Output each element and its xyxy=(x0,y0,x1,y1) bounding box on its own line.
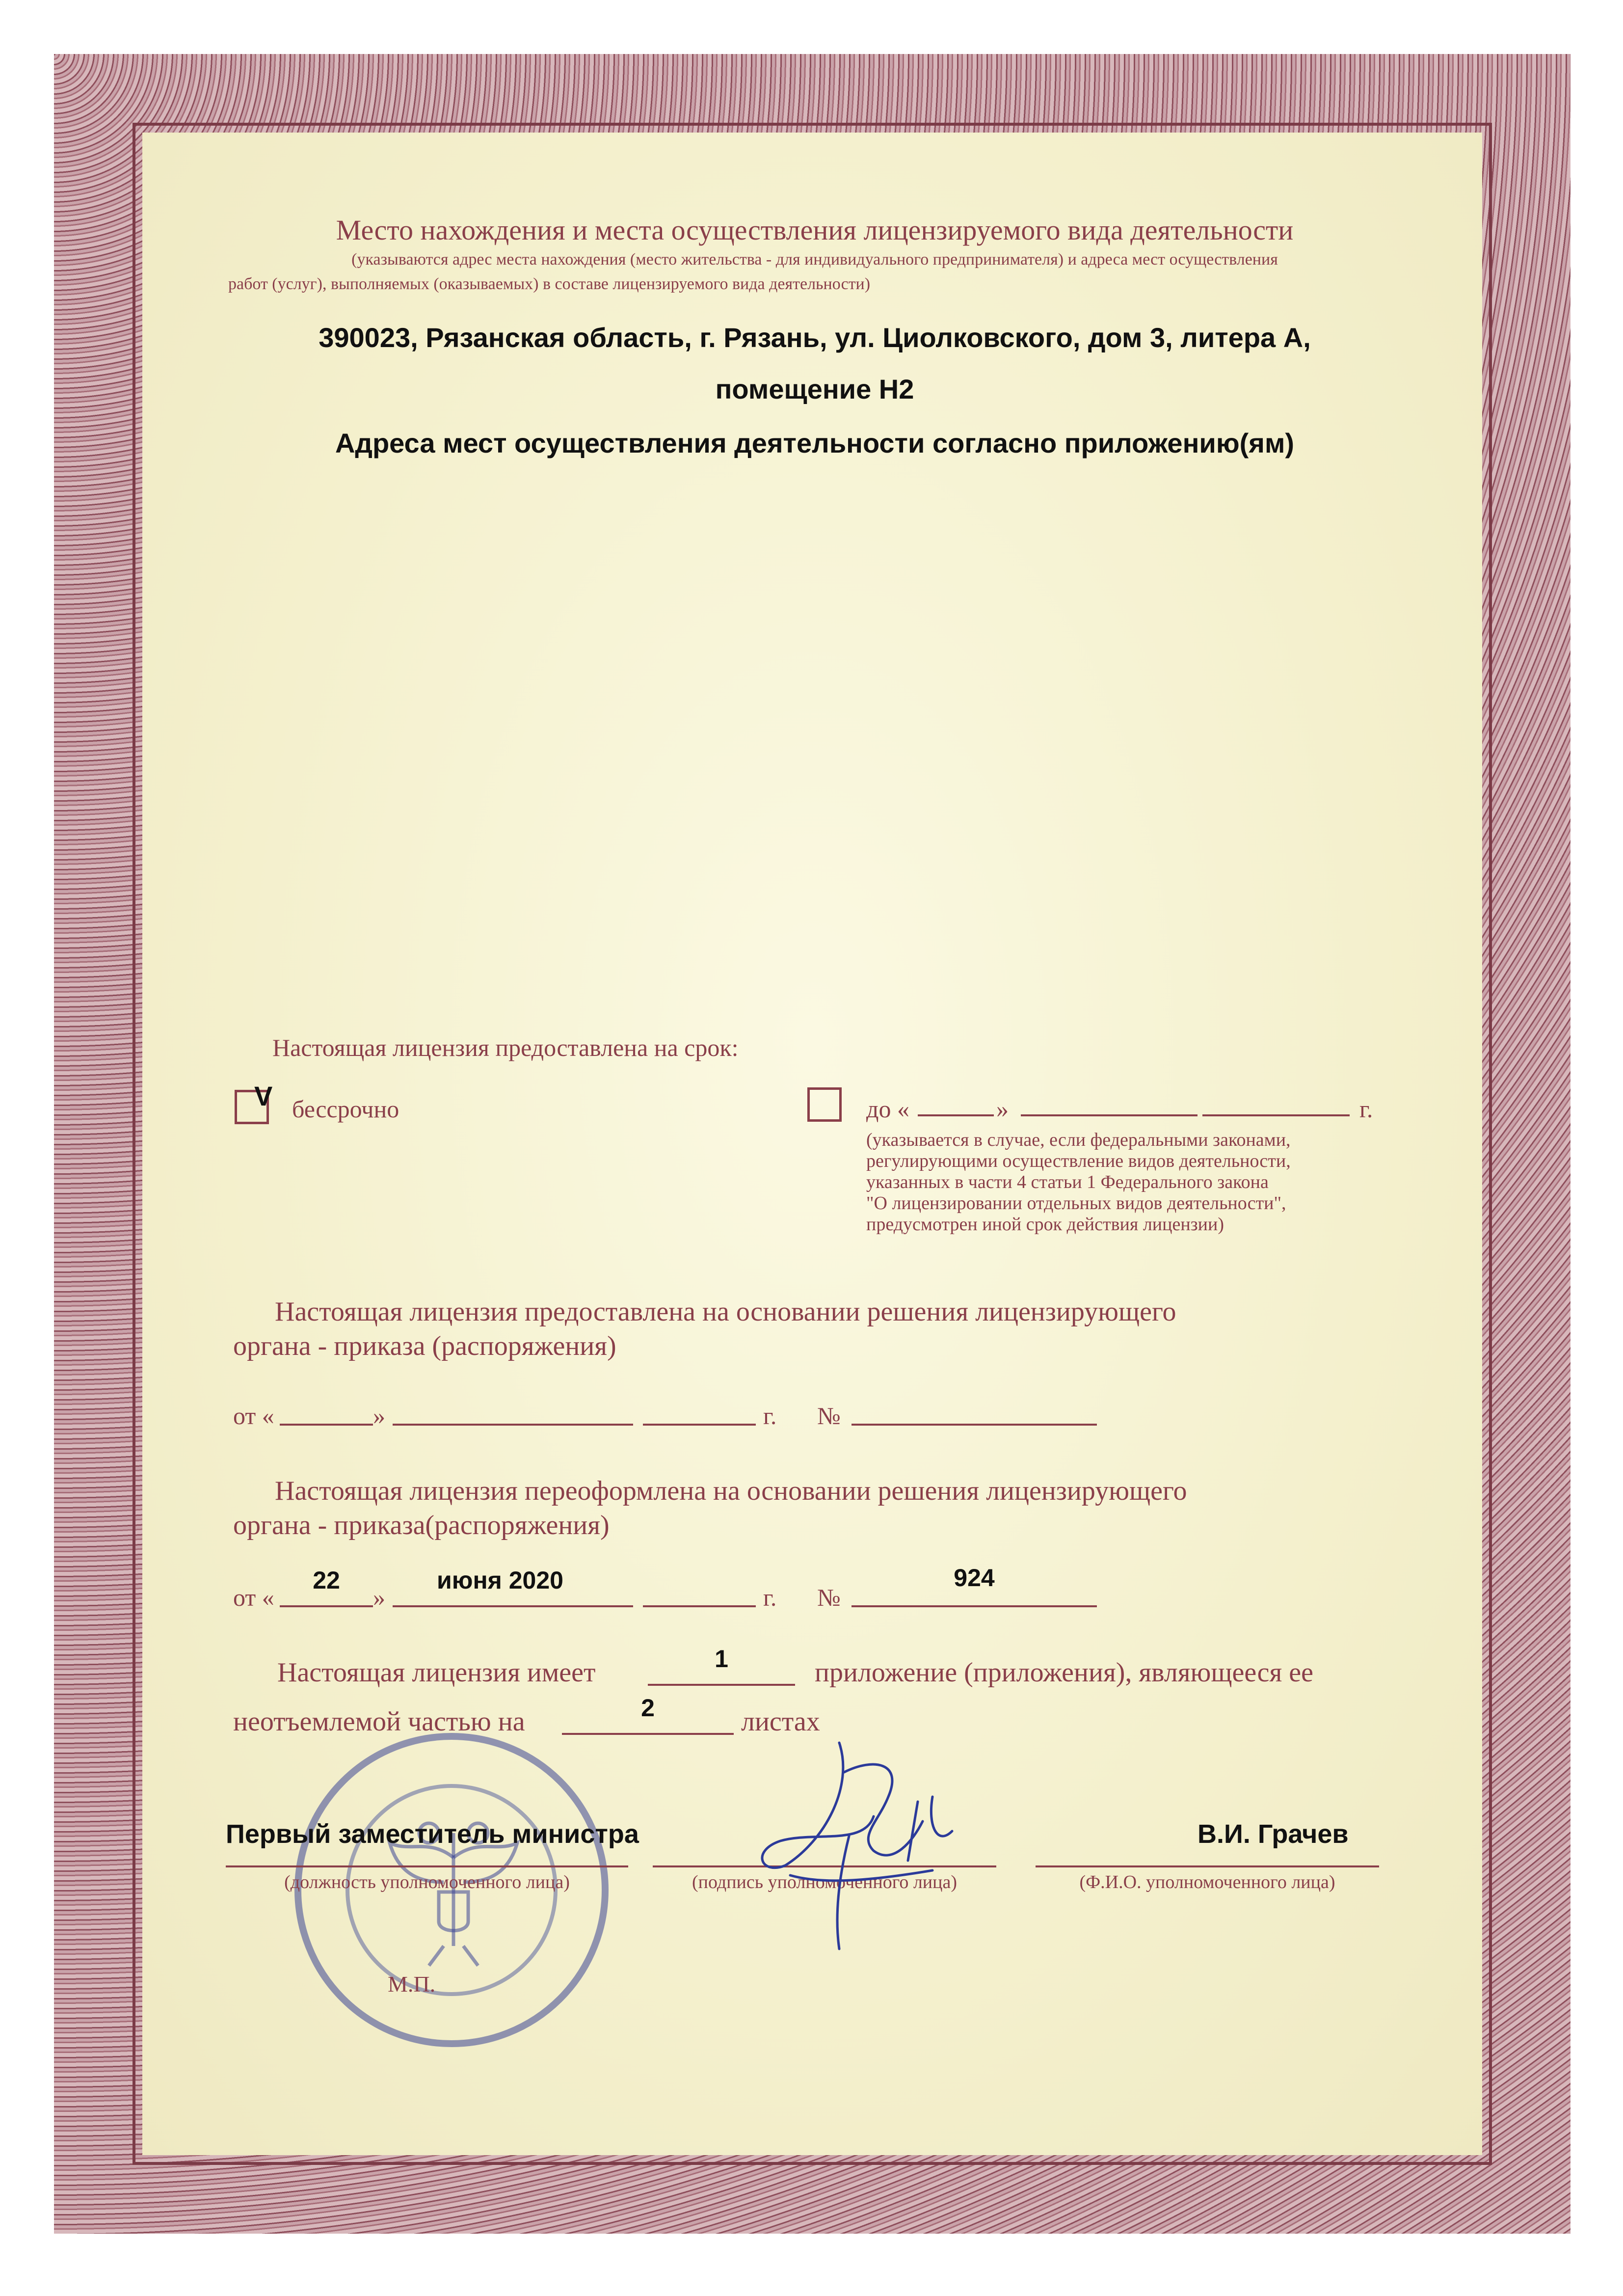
basis-number-line xyxy=(851,1424,1097,1426)
signature-caption: (подпись уполномоченного лица) xyxy=(692,1872,957,1892)
unlimited-label: бессрочно xyxy=(292,1095,399,1123)
sheets-count-line xyxy=(562,1733,734,1735)
basis-year-suffix: г. xyxy=(763,1402,777,1430)
position-line xyxy=(226,1865,628,1867)
basis-number-sign: № xyxy=(817,1402,841,1430)
sheets-suffix: листах xyxy=(741,1706,820,1737)
appendix-count-line xyxy=(648,1684,795,1686)
term-note-3: указанных в части 4 статьи 1 Федерального закона xyxy=(866,1172,1269,1192)
reissue-year-suffix: г. xyxy=(763,1584,777,1611)
basis-from-prefix: от « xyxy=(233,1402,274,1430)
address-line-1: 390023, Рязанская область, г. Рязань, ул. Циолковского, дом 3, литера А, xyxy=(319,322,1311,353)
reissue-year-line xyxy=(643,1605,756,1607)
signer-position: Первый заместитель министра xyxy=(226,1819,639,1849)
until-date-checkbox[interactable] xyxy=(807,1087,842,1122)
until-mid: » xyxy=(996,1095,1009,1123)
reissue-day-line xyxy=(280,1605,373,1607)
section-note-line-2: работ (услуг), выполняемых (оказываемых) в составе лицензируемого вида деятельности) xyxy=(228,275,871,293)
basis-day-line xyxy=(280,1424,373,1426)
handwritten-signature xyxy=(726,1728,982,1964)
address-line-3: Адреса мест осуществления деятельности согласно приложению(ям) xyxy=(335,428,1295,459)
basis-month-line xyxy=(393,1424,633,1426)
sheets-count: 2 xyxy=(641,1694,655,1722)
reissue-from-prefix: от « xyxy=(233,1584,274,1611)
basis-line-2: органа - приказа (распоряжения) xyxy=(233,1331,616,1361)
reissue-number: 924 xyxy=(954,1564,995,1592)
position-caption: (должность уполномоченного лица) xyxy=(284,1872,570,1892)
address-line-2: помещение Н2 xyxy=(715,374,914,405)
reissue-month-year: июня 2020 xyxy=(437,1567,563,1594)
reissue-day: 22 xyxy=(313,1567,340,1594)
until-month-line xyxy=(1021,1114,1197,1116)
name-line xyxy=(1036,1865,1379,1867)
appendix-prefix: Настоящая лицензия имеет xyxy=(277,1657,596,1688)
term-note-1: (указывается в случае, если федеральными законами, xyxy=(866,1130,1291,1150)
sheets-prefix: неотъемлемой частью на xyxy=(233,1706,525,1737)
section-note-line-1: (указываются адрес места нахождения (место жительства - для индивидуального предпринимателя) и адреса мест осуществления xyxy=(351,250,1278,269)
basis-from-mid: » xyxy=(373,1402,385,1430)
until-day-line xyxy=(918,1114,994,1116)
term-note-4: "О лицензировании отдельных видов деятельности", xyxy=(866,1193,1286,1214)
reissue-line-2: органа - приказа(распоряжения) xyxy=(233,1510,610,1540)
until-prefix: до « xyxy=(866,1095,909,1123)
reissue-month-line xyxy=(393,1605,633,1607)
reissue-line-1: Настоящая лицензия переоформлена на основании решения лицензирующего xyxy=(275,1476,1187,1506)
until-year-line xyxy=(1202,1114,1350,1116)
seal-place-label: М.П. xyxy=(388,1972,436,1997)
signer-name: В.И. Грачев xyxy=(1197,1819,1349,1849)
term-note-2: регулирующими осуществление видов деятельности, xyxy=(866,1151,1291,1171)
checkbox-mark: V xyxy=(254,1080,273,1111)
until-year-suffix: г. xyxy=(1359,1095,1373,1123)
term-note-5: предусмотрен иной срок действия лицензии) xyxy=(866,1214,1224,1235)
term-label: Настоящая лицензия предоставлена на срок: xyxy=(272,1034,739,1061)
reissue-number-line xyxy=(851,1605,1097,1607)
reissue-number-sign: № xyxy=(817,1584,841,1611)
basis-year-line xyxy=(643,1424,756,1426)
appendix-suffix: приложение (приложения), являющееся ее xyxy=(815,1657,1313,1688)
name-caption: (Ф.И.О. уполномоченного лица) xyxy=(1079,1872,1335,1892)
basis-line-1: Настоящая лицензия предоставлена на основании решения лицензирующего xyxy=(275,1297,1176,1327)
section-title: Место нахождения и места осуществления лицензируемого вида деятельности xyxy=(336,214,1294,246)
appendix-count: 1 xyxy=(715,1645,728,1673)
reissue-from-mid: » xyxy=(373,1584,385,1611)
